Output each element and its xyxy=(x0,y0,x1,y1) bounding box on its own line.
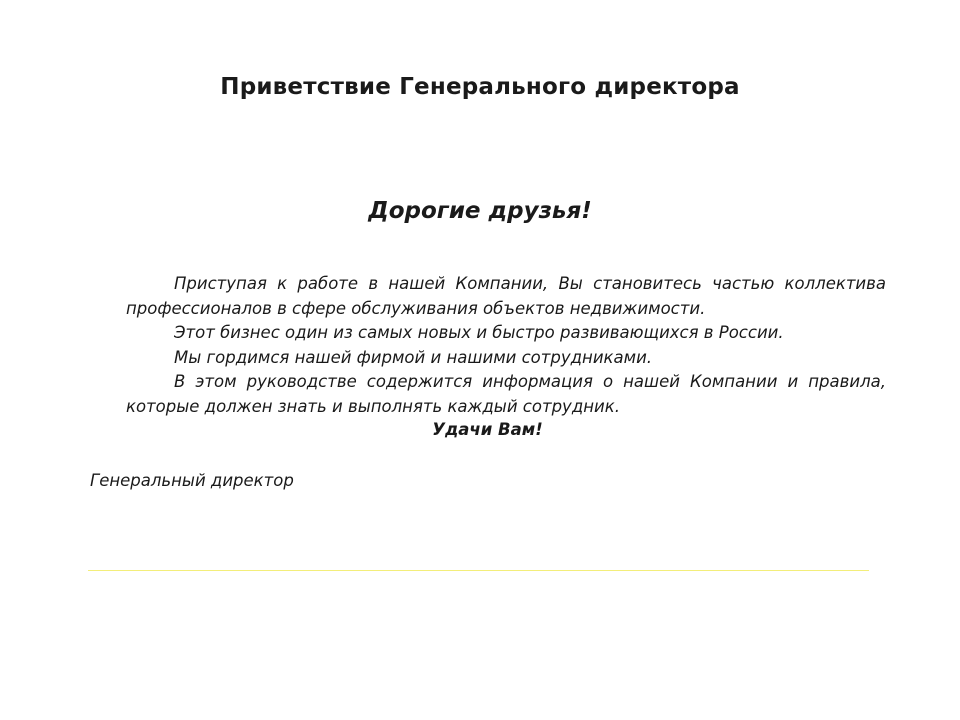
paragraph-intro: Приступая к работе в нашей Компании, Вы становитесь частью коллектива профессионалов в сфере обслуживания объектов недвижимости. xyxy=(126,274,886,318)
closing-wish: Удачи Вам! xyxy=(432,420,543,439)
paragraph-business: Этот бизнес один из самых новых и быстро развивающихся в России. xyxy=(174,323,784,342)
page-title: Приветствие Генерального директора xyxy=(220,74,740,100)
greeting-heading: Дорогие друзья! xyxy=(368,198,592,224)
paragraph-pride: Мы гордимся нашей фирмой и нашими сотрудниками. xyxy=(174,347,653,367)
signature-position: Генеральный директор xyxy=(90,471,294,490)
welcome-message-body xyxy=(126,272,886,419)
paragraph-guide: В этом руководстве содержится информация о нашей Компании и правила, которые должен знать и выполнять каждый сотрудник. xyxy=(126,372,886,416)
divider-line xyxy=(88,570,869,571)
